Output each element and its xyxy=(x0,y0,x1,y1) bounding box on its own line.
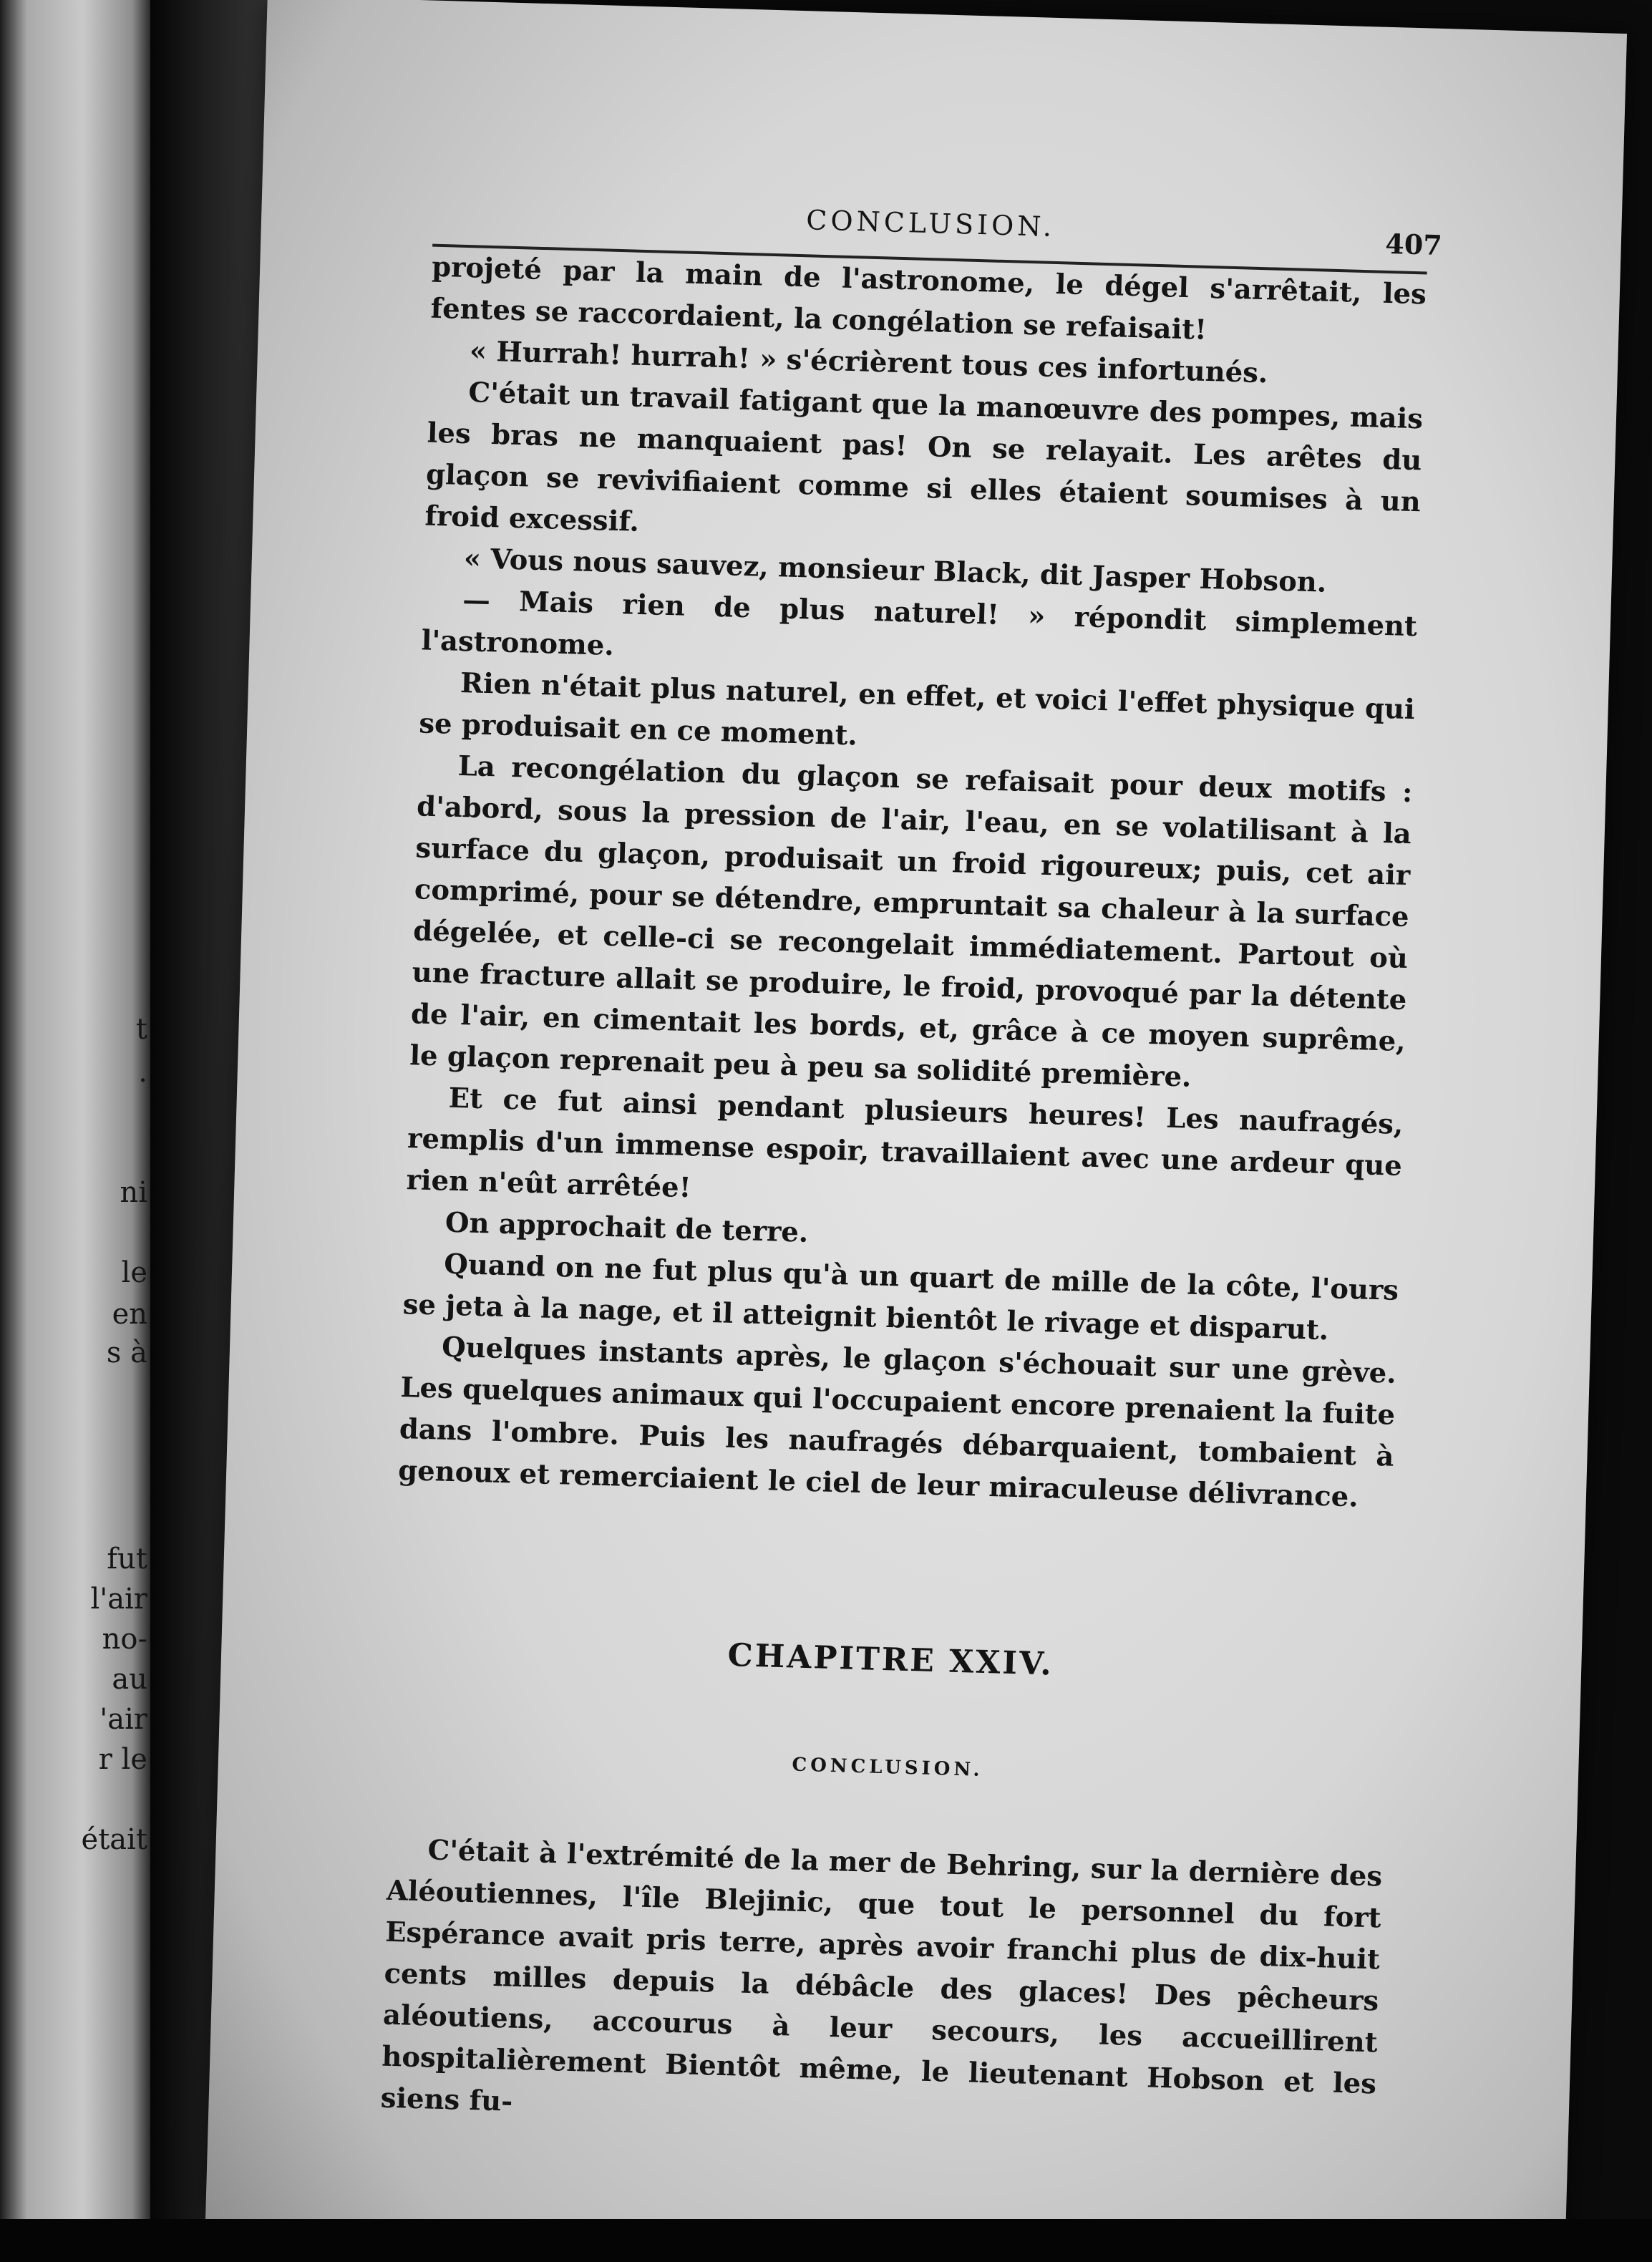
facing-page-fragment: au xyxy=(112,1663,147,1696)
paragraph: Quelques instants après, le glaçon s'échouait sur une grève. Les quelques animaux qui l'occupaient encore prenaient la fuite dans l'ombre. Puis les naufragés débarquaient, tombaient à genoux et remerciaient le ciel de leur miraculeuse délivrance. xyxy=(397,1331,1397,1514)
chapter-subtitle: CONCLUSION. xyxy=(792,1754,983,1781)
facing-page-fragment: était xyxy=(81,1823,147,1856)
facing-page-fragment: . xyxy=(138,1056,147,1089)
paragraph: C'était à l'extrémité de la mer de Behring, sur la dernière des Aléoutiennes, l'île Blejinic, que tout le personnel du fort Espérance avait pris terre, après avoir franchi plus de dix-huit cents milles depuis la débâcle des glaces! Des pêcheurs aléoutiens, accourus à leur secours, les accueillirent hospitalièrement Bientôt même, le lieutenant Hobson et les siens fu- xyxy=(380,1834,1383,2118)
paragraph: La recongélation du glaçon se refaisait pour deux motifs : d'abord, sous la pression de l'air, l'eau, en se volatilisant à la surface du glaçon, produisait un froid rigoureux; puis, cet air comprimé, pour se détendre, empruntait sa chaleur à la surface dégelée, et celle-ci se recongelait immédiatement. Partout où une fracture allait se produire, le froid, provoqué par la détente de l'air, en cimentait les bords, et, grâce à ce moyen suprême, le glaçon reprenait peu à peu sa solidité première. xyxy=(409,749,1413,1094)
paragraph: On approchait de terre. xyxy=(444,1206,809,1249)
book-page xyxy=(205,0,1627,2259)
page-content xyxy=(380,180,1443,2147)
facing-page-fragment: en xyxy=(112,1298,147,1331)
paragraph: C'était un travail fatigant que la manœuvre des pompes, mais les bras ne manquaient pas! On se relayait. Les arêtes du glaçon se revivifiaient comme si elles étaient soumises à un froid excessif. xyxy=(424,377,1424,538)
paragraph: « Vous nous sauvez, monsieur Black, dit Jasper Hobson. xyxy=(463,543,1327,599)
paragraph: — Mais rien de plus naturel! » répondit simplement l'astronome. xyxy=(421,584,1418,662)
facing-page-fragment: no- xyxy=(102,1623,147,1656)
paragraph: Quand on ne fut plus qu'à un quart de mille de la côte, l'ours se jeta à la nage, et il atteignit bientôt le rivage et disparut. xyxy=(402,1248,1399,1347)
paragraph: Et ce fut ainsi pendant plusieurs heures! Les naufragés, remplis d'un immense espoir, travaillaient avec une ardeur que rien n'eût arrêtée! xyxy=(406,1082,1404,1205)
facing-page-fragment: r le xyxy=(98,1743,147,1776)
facing-page-fragment: s à xyxy=(106,1336,147,1369)
facing-page-fragment: 'air xyxy=(99,1703,147,1736)
page-number: 407 xyxy=(1384,227,1443,262)
chapter-text xyxy=(380,1829,1383,2147)
facing-page-fragment: fut xyxy=(107,1543,147,1576)
facing-page-fragment: t xyxy=(135,1013,147,1046)
facing-page-fragment: l'air xyxy=(90,1583,147,1616)
body-text xyxy=(398,247,1427,1520)
facing-page-fragment: ni xyxy=(120,1176,147,1209)
scan-bottom-edge xyxy=(0,2219,1652,2262)
facing-page-fragment: le xyxy=(121,1256,147,1289)
paragraph: projeté par la main de l'astronome, le dégel s'arrêtait, les fentes se raccordaient, la congélation se refaisait! xyxy=(430,251,1427,346)
paragraph: Rien n'était plus naturel, en effet, et voici l'effet physique qui se produisait en ce moment. xyxy=(418,666,1416,752)
facing-page xyxy=(0,0,150,2262)
paragraph: « Hurrah! hurrah! » s'écrièrent tous ces infortunés. xyxy=(469,335,1268,390)
chapter-title: CHAPITRE XXIV. xyxy=(727,1636,1054,1683)
running-title: CONCLUSION. xyxy=(805,204,1056,243)
